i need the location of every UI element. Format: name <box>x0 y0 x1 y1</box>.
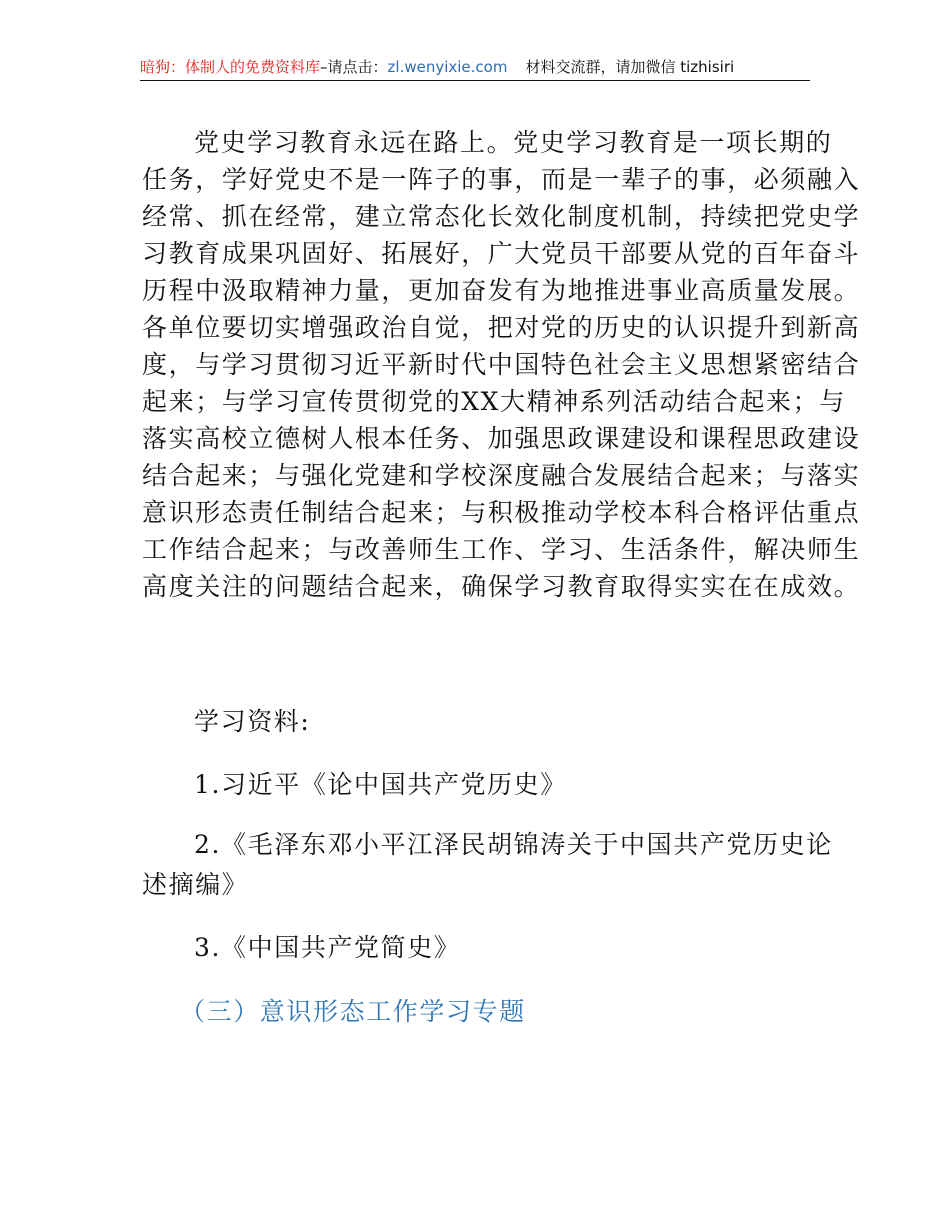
material-item-2: 2.《毛泽东邓小平江泽民胡锦涛关于中国共产党历史论 <box>194 830 833 859</box>
page-header <box>140 56 810 80</box>
paragraph-line: 党史学习教育永远在路上。党史学习教育是一项长期的 <box>194 128 833 157</box>
header-prompt: –请点击： <box>320 58 388 76</box>
paragraph-line: 意识形态责任制结合起来；与积极推动学校本科合格评估重点 <box>142 498 861 527</box>
material-item-2-cont: 述摘编》 <box>142 870 249 899</box>
paragraph-line: 高度关注的问题结合起来，确保学习教育取得实实在在成效。 <box>142 572 861 601</box>
header-link[interactable]: zl.wenyixie.com <box>387 58 508 76</box>
header-group-info: 材料交流群，请加微信 tizhisiri <box>525 58 735 76</box>
material-item-3: 3.《中国共产党简史》 <box>194 933 461 962</box>
section-heading: （三）意识形态工作学习专题 <box>180 997 526 1026</box>
paragraph-line: 历程中汲取精神力量，更加奋发有为地推进事业高质量发展。 <box>142 276 861 305</box>
paragraph-line: 各单位要切实增强政治自觉，把对党的历史的认识提升到新高 <box>142 313 861 342</box>
header-brand: 暗狗：体制人的免费资料库 <box>140 58 321 76</box>
material-item-1: 1.习近平《论中国共产党历史》 <box>194 770 567 799</box>
paragraph-line: 落实高校立德树人根本任务、加强思政课建设和课程思政建设 <box>142 424 861 453</box>
paragraph-line: 度，与学习贯彻习近平新时代中国特色社会主义思想紧密结合 <box>142 350 861 379</box>
materials-label: 学习资料: <box>194 707 311 736</box>
paragraph-line: 经常、抓在经常，建立常态化长效化制度机制，持续把党史学 <box>142 202 861 231</box>
paragraph-line: 结合起来；与强化党建和学校深度融合发展结合起来；与落实 <box>142 461 861 490</box>
header-rule <box>140 80 810 81</box>
paragraph-line: 起来；与学习宣传贯彻党的XX大精神系列活动结合起来；与 <box>142 387 846 416</box>
paragraph-line: 任务，学好党史不是一阵子的事，而是一辈子的事，必须融入 <box>142 165 861 194</box>
paragraph-line: 工作结合起来；与改善师生工作、学习、生活条件，解决师生 <box>142 535 861 564</box>
paragraph-line: 习教育成果巩固好、拓展好，广大党员干部要从党的百年奋斗 <box>142 239 861 268</box>
